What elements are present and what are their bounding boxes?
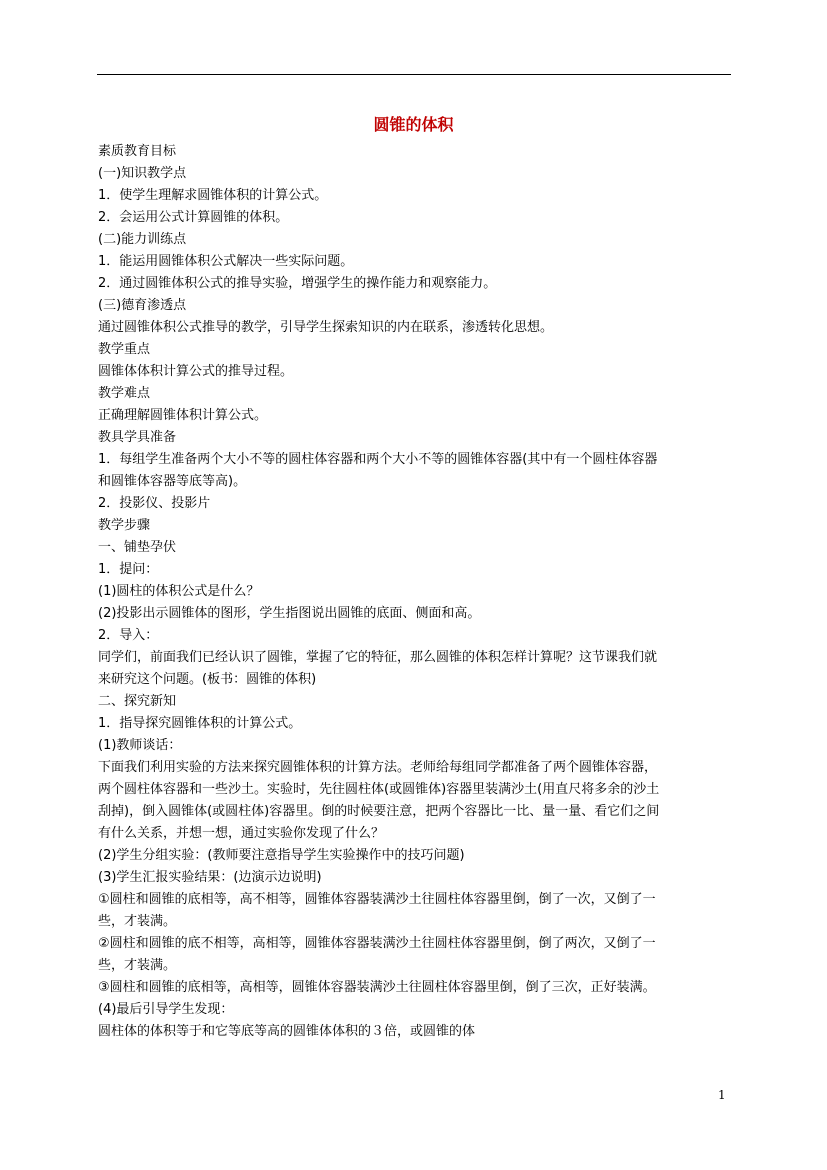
body-line: (2)学生分组实验：(教师要注意指导学生实验操作中的技巧问题) bbox=[98, 848, 465, 863]
body-line: 正确理解圆锥体积计算公式。 bbox=[98, 408, 268, 423]
body-line: ②圆柱和圆锥的底不相等，高相等，圆锥体容器装满沙土往圆柱体容器里倒，倒了两次，又倒了一 bbox=[98, 936, 656, 951]
body-line: 些，才装满。 bbox=[98, 914, 177, 929]
body-line: (3)学生汇报实验结果：(边演示边说明) bbox=[98, 870, 322, 885]
body-line: 圆柱体的体积等于和它等底等高的圆锥体体积的３倍，或圆锥的体 bbox=[98, 1024, 476, 1039]
header-rule bbox=[97, 74, 731, 75]
body-line: 一、铺垫孕伏 bbox=[98, 540, 177, 555]
body-line: 来研究这个问题。(板书：圆锥的体积) bbox=[98, 672, 317, 687]
document-body bbox=[98, 141, 736, 1043]
body-line: 些，才装满。 bbox=[98, 958, 177, 973]
body-line: 下面我们利用实验的方法来探究圆锥体积的计算方法。老师给每组同学都准备了两个圆锥体容器， bbox=[98, 760, 658, 775]
body-line: 教学重点 bbox=[98, 342, 151, 357]
page-number: 1 bbox=[718, 1088, 726, 1102]
body-line: 2．导入： bbox=[98, 628, 159, 643]
body-line: 有什么关系，并想一想，通过实验你发现了什么？ bbox=[98, 826, 385, 841]
body-line: 圆锥体体积计算公式的推导过程。 bbox=[98, 364, 294, 379]
body-line: 和圆锥体容器等底等高)。 bbox=[98, 474, 247, 489]
body-line: 1．指导探究圆锥体积的计算公式。 bbox=[98, 716, 302, 731]
body-line: ①圆柱和圆锥的底相等，高不相等，圆锥体容器装满沙土往圆柱体容器里倒，倒了一次，又倒了一 bbox=[98, 892, 656, 907]
body-line: 1．使学生理解求圆锥体积的计算公式。 bbox=[98, 188, 328, 203]
body-line: (1)教师谈话： bbox=[98, 738, 182, 753]
body-line: 两个圆柱体容器和一些沙土。实验时，先往圆柱体(或圆锥体)容器里装满沙土(用直尺将多余的沙土 bbox=[98, 782, 660, 797]
body-line: (三)德育渗透点 bbox=[98, 298, 187, 313]
body-line: (二)能力训练点 bbox=[98, 232, 187, 247]
body-line: ③圆柱和圆锥的底相等，高相等，圆锥体容器装满沙土往圆柱体容器里倒，倒了三次，正好装满。 bbox=[98, 980, 656, 995]
body-line: 2．通过圆锥体积公式的推导实验，增强学生的操作能力和观察能力。 bbox=[98, 276, 497, 291]
body-line: 2．投影仪、投影片 bbox=[98, 496, 211, 511]
body-line: (1)圆柱的体积公式是什么？ bbox=[98, 584, 260, 599]
body-line: 通过圆锥体积公式推导的教学，引导学生探索知识的内在联系，渗透转化思想。 bbox=[98, 320, 554, 335]
body-line: 教具学具准备 bbox=[98, 430, 177, 445]
body-line: 教学难点 bbox=[98, 386, 151, 401]
body-line: 1．提问： bbox=[98, 562, 159, 577]
body-line: 2．会运用公式计算圆锥的体积。 bbox=[98, 210, 289, 225]
body-line: (4)最后引导学生发现： bbox=[98, 1002, 234, 1017]
body-line: 同学们，前面我们已经认识了圆锥，掌握了它的特征，那么圆锥的体积怎样计算呢？这节课我们就 bbox=[98, 650, 658, 665]
body-line: 刮掉)，倒入圆锥体(或圆柱体)容器里。倒的时候要注意，把两个容器比一比、量一量、看它们之间 bbox=[98, 804, 660, 819]
body-line: 教学步骤 bbox=[98, 518, 151, 533]
body-line: 素质教育目标 bbox=[98, 144, 177, 159]
document-title: 圆锥的体积 bbox=[373, 115, 454, 134]
body-line: (一)知识教学点 bbox=[98, 166, 187, 181]
body-line: 二、探究新知 bbox=[98, 694, 177, 709]
body-line: (2)投影出示圆锥体的图形，学生指图说出圆锥的底面、侧面和高。 bbox=[98, 606, 481, 621]
body-line: 1．每组学生准备两个大小不等的圆柱体容器和两个大小不等的圆锥体容器(其中有一个圆柱体容器 bbox=[98, 452, 658, 467]
body-line: 1．能运用圆锥体积公式解决一些实际问题。 bbox=[98, 254, 354, 269]
